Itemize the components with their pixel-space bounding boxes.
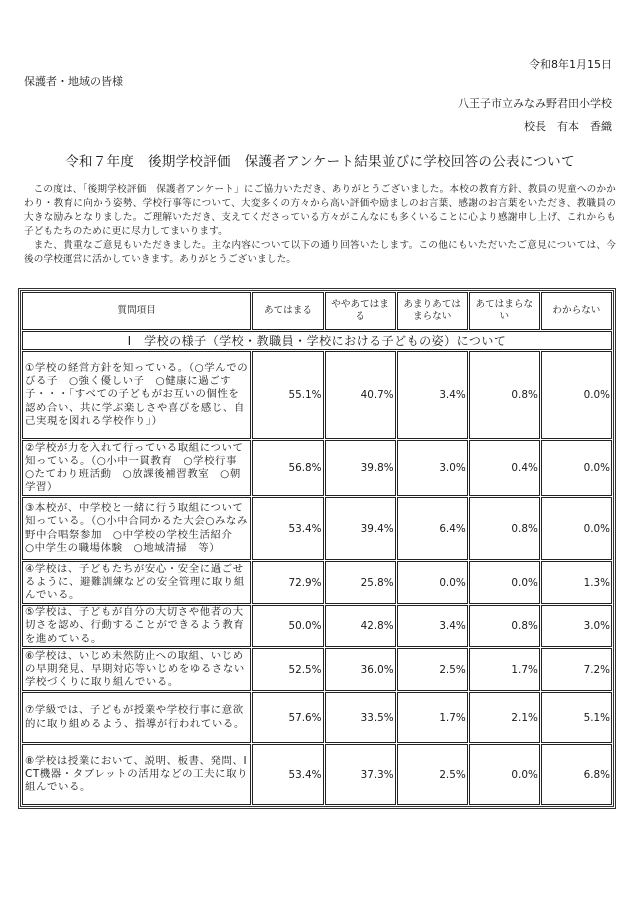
question-cell: ⑤学校は、子どもが自分の大切さや他者の大切さを認め、行動することができるよう教育を進めている。: [22, 605, 251, 647]
column-header: あまりあてはまらない: [397, 292, 468, 330]
question-cell: ⑧学校は授業において、説明、板書、発問、ICT機器・タブレットの活用などの工夫に取り組んでいる。: [22, 744, 251, 805]
principal-name: 校長 有本 香織: [524, 120, 612, 133]
value-cell: 2.5%: [397, 648, 468, 691]
value-cell: 55.1%: [252, 351, 323, 439]
value-cell: 0.0%: [541, 351, 612, 439]
table-row: [22, 605, 612, 647]
intro-paragraph: また、貴重なご意見もいただきました。主な内容について以下の通り回答いたします。この他にもいただいたご意見については、今後の学校運営に活かしていきます。ありがとうございました。: [24, 240, 616, 265]
table-header-row: [22, 292, 612, 330]
value-cell: 0.0%: [541, 440, 612, 496]
table-row: [22, 497, 612, 560]
recipient: 保護者・地域の皆様: [24, 75, 123, 88]
value-cell: 39.8%: [325, 440, 396, 496]
value-cell: 3.4%: [397, 351, 468, 439]
value-cell: 3.0%: [541, 605, 612, 647]
table-row: [22, 648, 612, 691]
value-cell: 40.7%: [325, 351, 396, 439]
value-cell: 0.8%: [469, 497, 540, 560]
value-cell: 1.3%: [541, 561, 612, 604]
question-cell: ⑥学校は、いじめ未然防止への取組、いじめの早期発見、早期対応等いじめをゆるさない学校づくりに取り組んでいる。: [22, 648, 251, 691]
value-cell: 0.0%: [469, 744, 540, 805]
table-row: [22, 440, 612, 496]
document-title: 令和７年度 後期学校評価 保護者アンケート結果並びに学校回答の公表について: [65, 154, 575, 170]
question-cell: ①学校の経営方針を知っている。（○学んでのびる子 ○強く優しい子 ○健康に過ごす子・・・「すべての子どもがお互いの個性を認め合い、共に学ぶ楽しさや喜びを感じ、自己実現を図れる学校作り」）: [22, 351, 251, 439]
column-header: あてはまる: [252, 292, 323, 330]
table-row: [22, 561, 612, 604]
column-header: わからない: [541, 292, 612, 330]
value-cell: 56.8%: [252, 440, 323, 496]
table-row: [22, 351, 612, 439]
value-cell: 72.9%: [252, 561, 323, 604]
value-cell: 7.2%: [541, 648, 612, 691]
value-cell: 1.7%: [469, 648, 540, 691]
value-cell: 3.4%: [397, 605, 468, 647]
value-cell: 6.8%: [541, 744, 612, 805]
value-cell: 3.0%: [397, 440, 468, 496]
question-cell: ②学校が力を入れて行っている取組について知っている。（○小中一貫教育 ○学校行事 ○たてわり班活動 ○放課後補習教室 ○朝学習）: [22, 440, 251, 496]
value-cell: 50.0%: [252, 605, 323, 647]
value-cell: 2.1%: [469, 692, 540, 743]
value-cell: 5.1%: [541, 692, 612, 743]
value-cell: 57.6%: [252, 692, 323, 743]
column-header: 質問項目: [22, 292, 251, 330]
value-cell: 0.8%: [469, 605, 540, 647]
column-header: ややあてはまる: [325, 292, 396, 330]
value-cell: 1.7%: [397, 692, 468, 743]
value-cell: 0.0%: [541, 497, 612, 560]
intro-paragraph: この度は、「後期学校評価 保護者アンケート」にご協力いただき、ありがとうございました。本校の教育方針、教員の児童へのかかわり・教育に向かう姿勢、学校行事等について、大変多くの方々から高い評価や励ましのお言葉、感謝のお言葉をいただき、教職員の大きな励みとなりました。ご理解いただき、支えてくださっている方々がこんなにも多くいることに心より感謝申し上げ、これからも子どもたちのために更に尽力してまいります。: [24, 184, 616, 237]
value-cell: 2.5%: [397, 744, 468, 805]
section-heading: Ⅰ 学校の様子（学校・教職員・学校における子どもの姿）について: [22, 331, 612, 350]
value-cell: 0.8%: [469, 351, 540, 439]
school-name: 八王子市立みなみ野君田小学校: [458, 97, 612, 110]
section-row: [22, 331, 612, 350]
question-cell: ③本校が、中学校と一緒に行う取組について知っている。（○小中合同かるた大会○みなみ野中合唱祭参加 ○中学校の学校生活紹介 ○中学生の職場体験 ○地域清掃 等）: [22, 497, 251, 560]
table-row: [22, 744, 612, 805]
value-cell: 37.3%: [325, 744, 396, 805]
value-cell: 0.4%: [469, 440, 540, 496]
value-cell: 25.8%: [325, 561, 396, 604]
value-cell: 39.4%: [325, 497, 396, 560]
question-cell: ⑦学級では、子どもが授業や学校行事に意欲的に取り組めるよう、指導が行われている。: [22, 692, 251, 743]
question-cell: ④学校は、子どもたちが安心・安全に過ごせるように、避難訓練などの安全管理に取り組んでいる。: [22, 561, 251, 604]
value-cell: 0.0%: [469, 561, 540, 604]
column-header: あてはまらない: [469, 292, 540, 330]
value-cell: 0.0%: [397, 561, 468, 604]
survey-results-table: [18, 288, 616, 809]
value-cell: 53.4%: [252, 744, 323, 805]
value-cell: 53.4%: [252, 497, 323, 560]
value-cell: 52.5%: [252, 648, 323, 691]
table-row: [22, 692, 612, 743]
document-date: 令和8年1月15日: [529, 58, 612, 71]
value-cell: 42.8%: [325, 605, 396, 647]
value-cell: 6.4%: [397, 497, 468, 560]
intro-text: [24, 183, 616, 267]
value-cell: 36.0%: [325, 648, 396, 691]
value-cell: 33.5%: [325, 692, 396, 743]
